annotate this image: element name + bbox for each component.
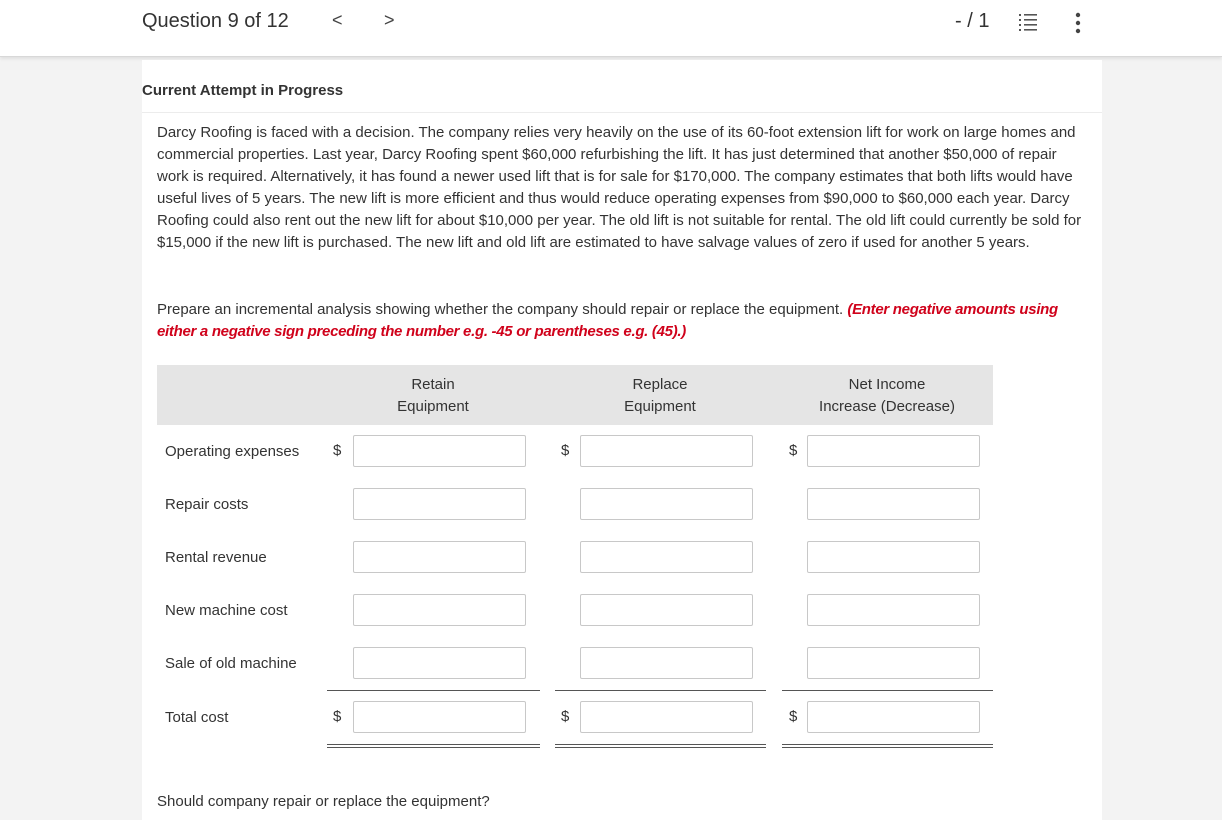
- rental-revenue-net-input[interactable]: [807, 541, 980, 573]
- column-header-line: Replace: [632, 376, 688, 393]
- column-header-replace: [590, 374, 730, 418]
- repair-costs-net-input[interactable]: [807, 488, 980, 520]
- currency-symbol: $: [561, 708, 570, 725]
- row-label-operating-expenses: Operating expenses: [165, 443, 300, 460]
- total-cost-retain-input[interactable]: [353, 701, 526, 733]
- column-header-line: Net Income: [848, 376, 926, 393]
- currency-symbol: $: [333, 708, 342, 725]
- repair-costs-replace-input[interactable]: [580, 488, 753, 520]
- next-question-button[interactable]: >: [384, 10, 395, 30]
- total-double-rule: [327, 744, 540, 745]
- divider: [142, 112, 1102, 113]
- subtotal-rule: [555, 690, 766, 691]
- subtotal-rule: [782, 690, 993, 691]
- operating-expenses-net-input[interactable]: [807, 435, 980, 467]
- currency-symbol: $: [789, 708, 798, 725]
- score-display: - / 1: [955, 10, 990, 32]
- total-double-rule: [327, 747, 540, 748]
- list-icon[interactable]: [1018, 12, 1038, 32]
- column-header-line: Retain: [411, 376, 455, 393]
- column-header-retain: [363, 374, 503, 418]
- total-double-rule: [555, 747, 766, 748]
- table-header: [157, 365, 993, 425]
- currency-symbol: $: [333, 442, 342, 459]
- operating-expenses-retain-input[interactable]: [353, 435, 526, 467]
- total-double-rule: [782, 744, 993, 745]
- sale-of-old-machine-retain-input[interactable]: [353, 647, 526, 679]
- new-machine-cost-retain-input[interactable]: [353, 594, 526, 626]
- rental-revenue-retain-input[interactable]: [353, 541, 526, 573]
- total-double-rule: [782, 747, 993, 748]
- instruction-text: [157, 299, 1087, 343]
- question-card: [142, 60, 1102, 820]
- row-label-total-cost: Total cost: [165, 709, 229, 726]
- sale-of-old-machine-net-input[interactable]: [807, 647, 980, 679]
- question-counter: Question 9 of 12: [142, 10, 289, 32]
- currency-symbol: $: [561, 442, 570, 459]
- top-bar: [0, 0, 1222, 57]
- subtotal-rule: [327, 690, 540, 691]
- row-label-repair-costs: Repair costs: [165, 496, 249, 513]
- column-header-line: Equipment: [624, 398, 696, 415]
- rental-revenue-replace-input[interactable]: [580, 541, 753, 573]
- previous-question-button[interactable]: <: [332, 10, 343, 30]
- more-options-icon[interactable]: [1068, 12, 1088, 34]
- total-cost-replace-input[interactable]: [580, 701, 753, 733]
- problem-text: Darcy Roofing is faced with a decision. The company relies very heavily on the use of its 60-foot extension lift for work on large homes and commercial properties. Last year, Darcy Roofing spent $60,000 refurbishing the lift. It has just determined that another $50,000 of repair work is required. Alternatively, it has found a newer used lift that is for sale for $170,000. The company estimates that both lifts would have useful lives of 5 years. The new lift is more efficient and thus would reduce operating expenses from $90,000 to $60,000 each year. Darcy Roofing could also rent out the new lift for about $10,000 per year. The old lift is not suitable for rental. The old lift could currently be sold for $15,000 if the new lift is purchased. The new lift and old lift are estimated to have salvage values of zero if used for another 5 years.: [157, 124, 1082, 251]
- total-cost-net-input[interactable]: [807, 701, 980, 733]
- new-machine-cost-net-input[interactable]: [807, 594, 980, 626]
- sale-of-old-machine-replace-input[interactable]: [580, 647, 753, 679]
- followup-question: Should company repair or replace the equipment?: [157, 793, 490, 810]
- row-label-new-machine-cost: New machine cost: [165, 602, 288, 619]
- column-header-net-income: [797, 374, 977, 418]
- operating-expenses-replace-input[interactable]: [580, 435, 753, 467]
- column-header-line: Equipment: [397, 398, 469, 415]
- repair-costs-retain-input[interactable]: [353, 488, 526, 520]
- currency-symbol: $: [789, 442, 798, 459]
- instruction-note: (Enter negative amounts using either a negative sign preceding the number e.g. -45 or parentheses e.g. (45).): [157, 301, 1058, 340]
- row-label-sale-of-old-machine: Sale of old machine: [165, 655, 297, 672]
- row-label-rental-revenue: Rental revenue: [165, 549, 267, 566]
- new-machine-cost-replace-input[interactable]: [580, 594, 753, 626]
- total-double-rule: [555, 744, 766, 745]
- attempt-status: Current Attempt in Progress: [142, 82, 344, 99]
- column-header-line: Increase (Decrease): [819, 398, 955, 415]
- instruction-main: Prepare an incremental analysis showing whether the company should repair or replace the equipment.: [157, 301, 844, 318]
